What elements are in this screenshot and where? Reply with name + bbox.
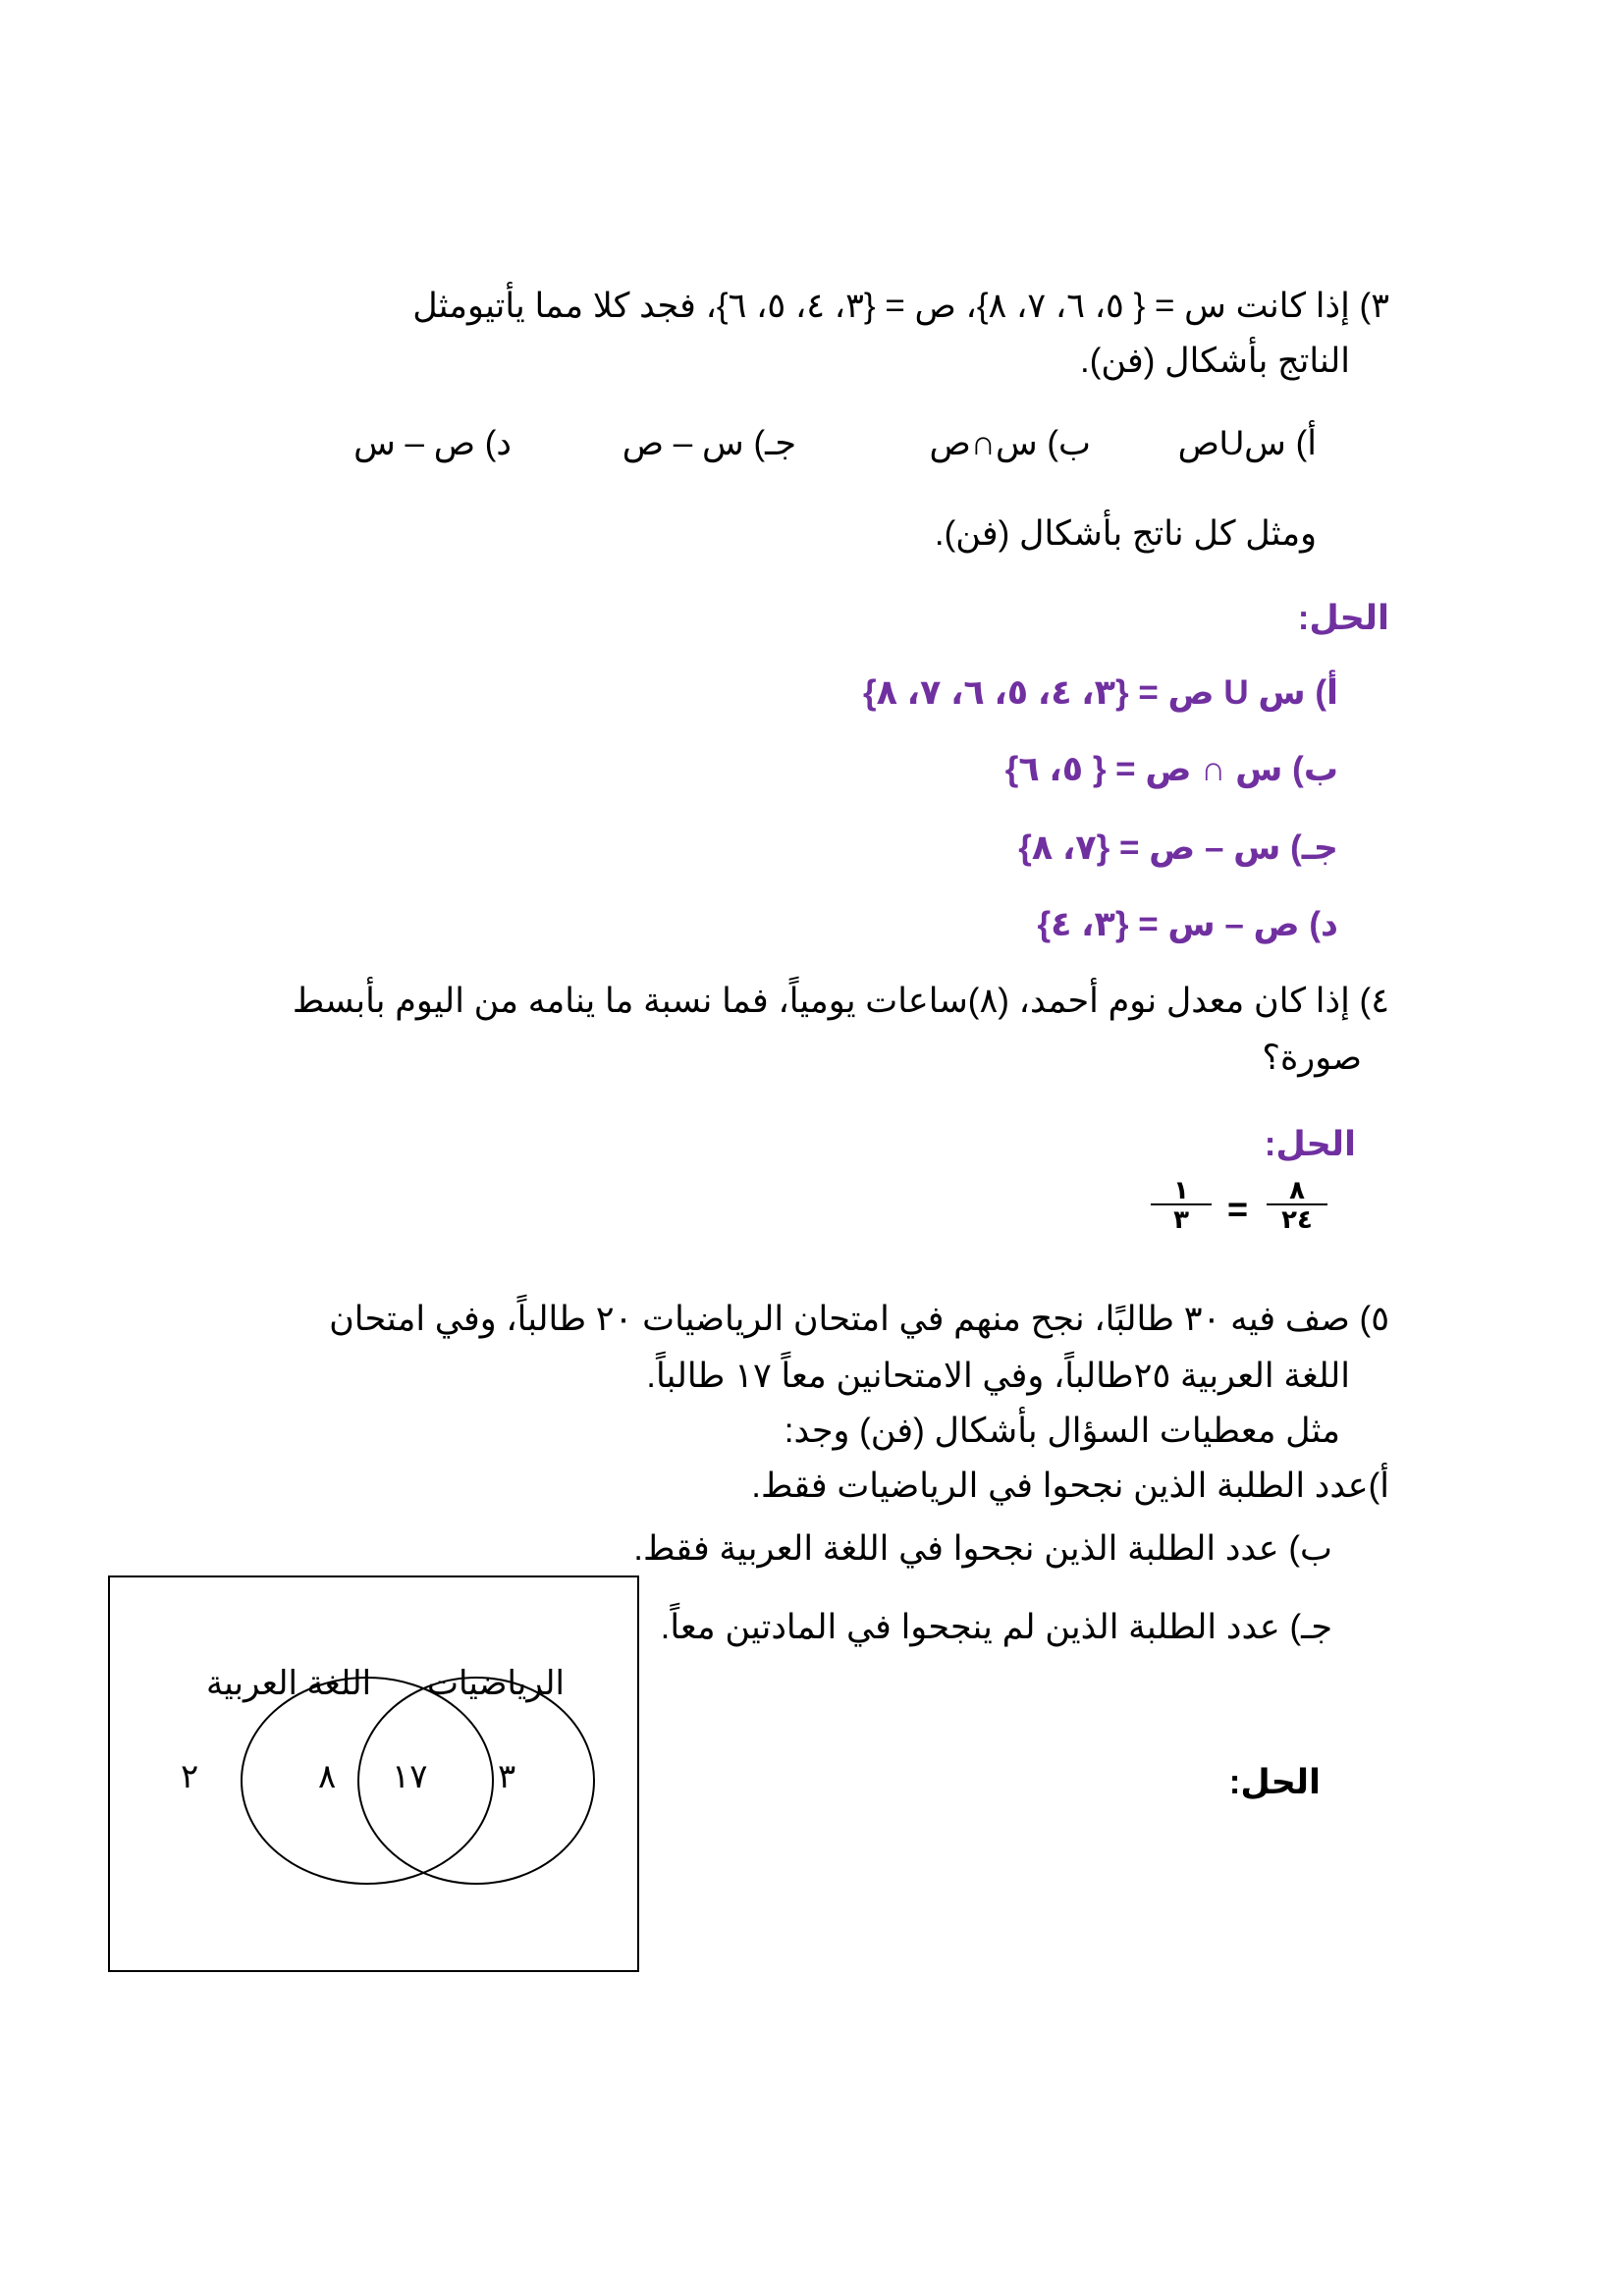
q3-option-d: د) ص – س [353, 424, 512, 462]
q4-line1: ٤) إذا كان معدل نوم أحمد، (٨)ساعات يومياً، فما نسبة ما ينامه من اليوم بأبسط [292, 982, 1389, 1020]
q5-part-b: ب) عدد الطلبة الذين نجحوا في اللغة العربية فقط. [633, 1529, 1332, 1568]
q4-fraction-right-denominator: ٣ [1173, 1204, 1189, 1234]
q5-line3: مثل معطيات السؤال بأشكال (فن) وجد: [784, 1412, 1340, 1450]
q3-answer-c: جـ) س – ص = {٧، ٨} [1018, 828, 1338, 867]
q5-solution-label: الحل: [1228, 1763, 1321, 1801]
q5-part-a: أ)عدد الطلبة الذين نجحوا في الرياضيات فقط. [751, 1467, 1389, 1505]
q4-fraction-left-numerator: ٨ [1289, 1175, 1305, 1204]
q3-line3: ومثل كل ناتج بأشكال (فن). [934, 514, 1317, 553]
q3-option-a: أ) سUص [1177, 424, 1317, 462]
circle-arabic [242, 1678, 493, 1884]
q4-fraction-right-numerator: ١ [1173, 1175, 1189, 1204]
q4-fraction-left-denominator: ٢٤ [1281, 1204, 1313, 1234]
q5-line1: ٥) صف فيه ٣٠ طالبًا، نجح منهم في امتحان الرياضيات ٢٠ طالباً، وفي امتحان [329, 1300, 1389, 1338]
venn-label-arabic: اللغة العربية [206, 1665, 372, 1702]
q4-fraction-left [1267, 1176, 1327, 1233]
q3-solution-label: الحل: [1297, 599, 1389, 637]
q3-answer-d: د) ص – س = {٣، ٤} [1037, 905, 1338, 943]
q3-line2: الناتج بأشكال (فن). [1080, 342, 1350, 380]
q4-solution-label: الحل: [1264, 1125, 1356, 1163]
q3-line1: ٣) إذا كانت س = { ٥، ٦، ٧، ٨}، ص = {٣، ٤، ٥، ٦}، فجد كلا مما يأتيومثل [412, 287, 1389, 325]
q3-option-b: ب) س∩ص [929, 424, 1091, 462]
q5-part-c: جـ) عدد الطلبة الذين لم ينجحوا في المادتين معاً. [660, 1608, 1332, 1646]
q3-answer-b: ب) س ∩ ص = { ٥، ٦} [1004, 750, 1338, 788]
q4-fraction-right [1151, 1176, 1212, 1233]
q5-line2: اللغة العربية ٢٥طالباً، وفي الامتحانين معاً ١٧ طالباً. [646, 1357, 1350, 1395]
q3-options [315, 424, 1317, 473]
q3-answer-a: أ) س U ص = {٣، ٤، ٥، ٦، ٧، ٨} [862, 673, 1338, 712]
venn-value-neither: ٢ [181, 1758, 199, 1795]
q3-option-c: جـ) س – ص [622, 424, 796, 462]
q4-line2: صورة؟ [1262, 1039, 1362, 1077]
venn-value-math-only: ٣ [498, 1758, 516, 1795]
venn-label-math: الرياضيات [427, 1665, 565, 1702]
venn-diagram [108, 1575, 639, 1972]
venn-value-both: ١٧ [392, 1758, 428, 1795]
q4-equals: = [1227, 1189, 1249, 1229]
venn-value-arabic-only: ٨ [318, 1758, 337, 1795]
